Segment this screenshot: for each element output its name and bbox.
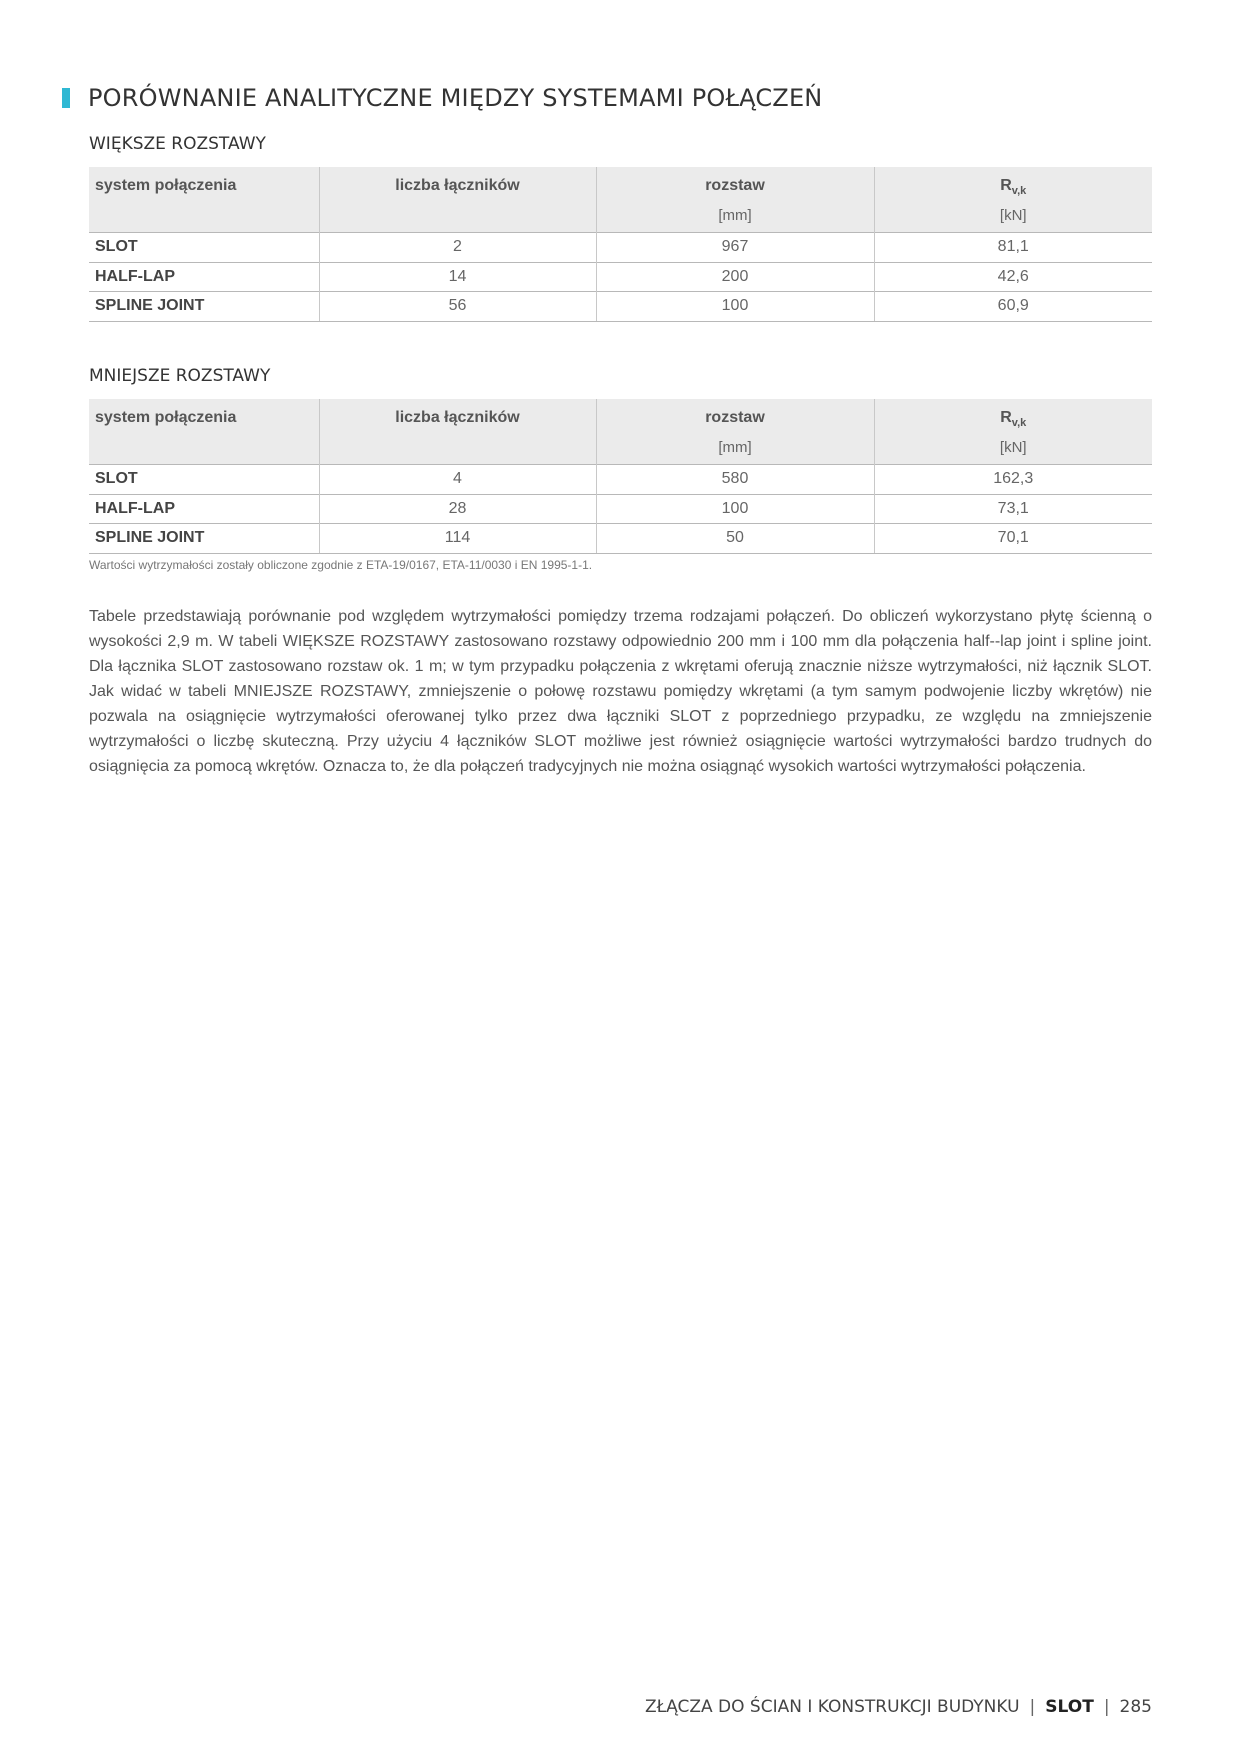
comparison-table-larger-spacing <box>89 167 1152 322</box>
cell-spacing: 200 <box>596 262 874 292</box>
page-title-text: PORÓWNANIE ANALITYCZNE MIĘDZY SYSTEMAMI POŁĄCZEŃ <box>88 84 823 112</box>
cell-spacing: 50 <box>596 524 874 554</box>
cell-strength: 81,1 <box>874 233 1152 263</box>
table-1-heading: WIĘKSZE ROZSTAWY <box>89 134 266 154</box>
table-row <box>89 262 1152 292</box>
cell-count: 56 <box>319 292 596 322</box>
cell-spacing: 100 <box>596 494 874 524</box>
cell-count: 28 <box>319 494 596 524</box>
cell-system: SPLINE JOINT <box>89 524 319 554</box>
cell-count: 114 <box>319 524 596 554</box>
col-header-count: liczba łączników <box>319 167 596 233</box>
strength-unit: [kN] <box>999 439 1027 456</box>
cell-strength: 42,6 <box>874 262 1152 292</box>
table-2-heading: MNIEJSZE ROZSTAWY <box>89 366 271 386</box>
page-title <box>62 84 822 112</box>
page-footer <box>645 1697 1152 1717</box>
cell-count: 2 <box>319 233 596 263</box>
cell-system: SPLINE JOINT <box>89 292 319 322</box>
cell-strength: 60,9 <box>874 292 1152 322</box>
col-header-spacing: rozstaw [mm] <box>596 399 874 465</box>
col-header-count: liczba łączników <box>319 399 596 465</box>
footer-brand: SLOT <box>1045 1697 1094 1717</box>
col-header-strength: $R_{v,k}$ [kN] <box>874 399 1152 465</box>
cell-spacing: 100 <box>596 292 874 322</box>
cell-system: SLOT <box>89 233 319 263</box>
spacing-unit: [mm] <box>718 439 752 456</box>
body-paragraph: Tabele przedstawiają porównanie pod względem wytrzymałości pomiędzy trzema rodzajami połączeń. Do obliczeń wykorzystano płytę ścienną o wysokości 2,9 m. W tabeli WIĘKSZE ROZSTAWY zastosowano rozstawy odpowiednio 200 mm i 100 mm dla połączenia half--lap joint i spline joint. Dla łącznika SLOT zastosowano rozstaw ok. 1 m; w tym przypadku połączenia z wkrętami oferują znacznie niższe wytrzymałości, niż łącznik SLOT. Jak widać w tabeli MNIEJSZE ROZSTAWY, zmniejszenie o połowę rozstawu pomiędzy wkrętami (a tym samym podwojenie liczby wkrętów) nie pozwala na osiągnięcie wytrzymałości oferowanej tylko przez dwa łączniki SLOT z poprzedniego przypadku, ze względu na zmniejszenie wytrzymałości o liczbę skuteczną. Przy użyciu 4 łączników SLOT możliwe jest również osiągnięcie wartości wytrzymałości bardzo trudnych do osiągnięcia za pomocą wkrętów. Oznacza to, że dla połączeń tradycyjnych nie można osiągnąć wysokich wartości wytrzymałości połączenia. <box>89 608 1152 775</box>
col-header-spacing: rozstaw [mm] <box>596 167 874 233</box>
table-row <box>89 524 1152 554</box>
cell-strength: 162,3 <box>874 465 1152 495</box>
footer-separator: | <box>1103 1697 1110 1717</box>
table-header-row <box>89 399 1152 465</box>
table-row <box>89 233 1152 263</box>
cell-spacing: 967 <box>596 233 874 263</box>
table-row <box>89 292 1152 322</box>
cell-strength: 70,1 <box>874 524 1152 554</box>
cell-spacing: 580 <box>596 465 874 495</box>
strength-unit: [kN] <box>999 207 1027 224</box>
title-accent-bar <box>62 88 70 108</box>
cell-system: SLOT <box>89 465 319 495</box>
col-header-system: system połączenia <box>89 167 319 233</box>
footer-separator: | <box>1029 1697 1036 1717</box>
cell-count: 4 <box>319 465 596 495</box>
comparison-table-smaller-spacing <box>89 399 1152 554</box>
table-row <box>89 494 1152 524</box>
cell-strength: 73,1 <box>874 494 1152 524</box>
cell-system: HALF-LAP <box>89 494 319 524</box>
cell-count: 14 <box>319 262 596 292</box>
col-header-system: system połączenia <box>89 399 319 465</box>
col-header-strength: $R_{v,k}$ [kN] <box>874 167 1152 233</box>
footer-section-title: ZŁĄCZA DO ŚCIAN I KONSTRUKCJI BUDYNKU <box>644 1697 1020 1717</box>
table-header-row <box>89 167 1152 233</box>
table-footnote: Wartości wytrzymałości zostały obliczone zgodnie z ETA-19/0167, ETA-11/0030 i EN 1995-1-1. <box>89 558 593 572</box>
table-row <box>89 465 1152 495</box>
spacing-unit: [mm] <box>718 207 752 224</box>
page-number: 285 <box>1119 1697 1152 1717</box>
cell-system: HALF-LAP <box>89 262 319 292</box>
